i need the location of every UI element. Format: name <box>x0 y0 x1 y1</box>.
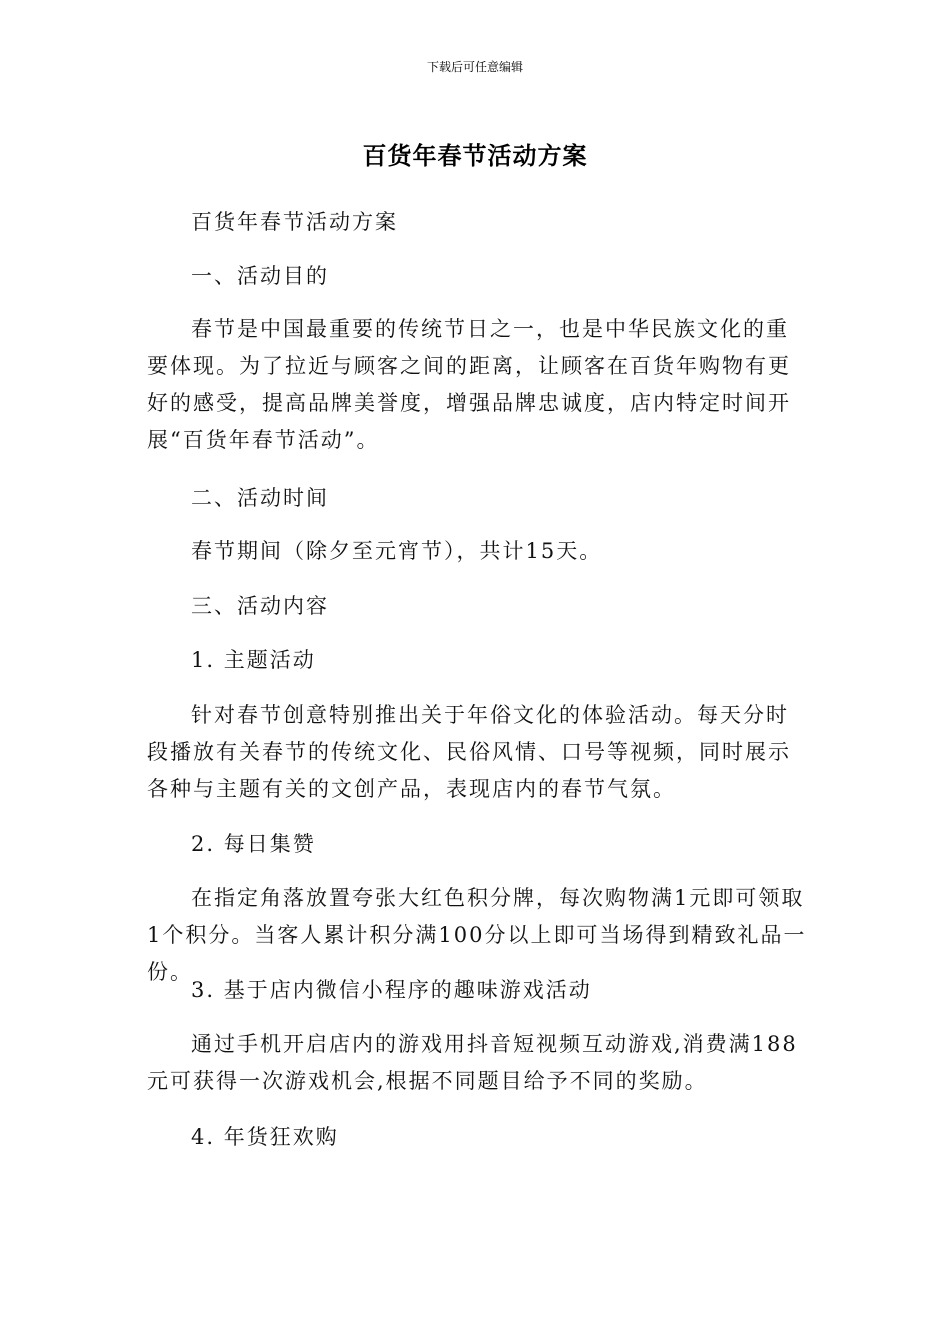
section-heading-time: 二、活动时间 <box>191 486 329 510</box>
section-heading-content: 三、活动内容 <box>191 594 329 618</box>
item-heading-game: 3. 基于店内微信小程序的趣味游戏活动 <box>191 978 592 1002</box>
paragraph-game: 通过手机开启店内的游戏用抖音短视频互动游戏,消费满188元可获得一次游戏机会,根据不同题目给予不同的奖励。 <box>147 1032 798 1093</box>
item-heading-daily: 2. 每日集赞 <box>191 832 316 856</box>
paragraph-theme: 针对春节创意特别推出关于年俗文化的体验活动。每天分时段播放有关春节的传统文化、民俗风情、口号等视频，同时展示各种与主题有关的文创产品，表现店内的春节气氛。 <box>147 703 791 801</box>
item-heading-theme: 1. 主题活动 <box>191 648 316 672</box>
paragraph-time: 春节期间（除夕至元宵节），共计15天。 <box>191 539 603 563</box>
section-heading-purpose: 一、活动目的 <box>191 264 329 288</box>
paragraph-daily: 在指定角落放置夸张大红色积分牌，每次购物满1元即可领取1个积分。当客人累计积分满100分以上即可当场得到精致礼品一份。 <box>147 886 807 984</box>
paragraph-purpose: 春节是中国最重要的传统节日之一，也是中华民族文化的重要体现。为了拉近与顾客之间的距离，让顾客在百货年购物有更好的感受，提高品牌美誉度，增强品牌忠诚度，店内特定时间开展“百货年春节活动”。 <box>147 317 791 452</box>
document-title: 百货年春节活动方案 <box>362 142 588 170</box>
header-note: 下载后可任意编辑 <box>426 60 523 74</box>
paragraph-subtitle: 百货年春节活动方案 <box>191 210 398 234</box>
item-heading-shopping: 4. 年货狂欢购 <box>191 1125 339 1149</box>
